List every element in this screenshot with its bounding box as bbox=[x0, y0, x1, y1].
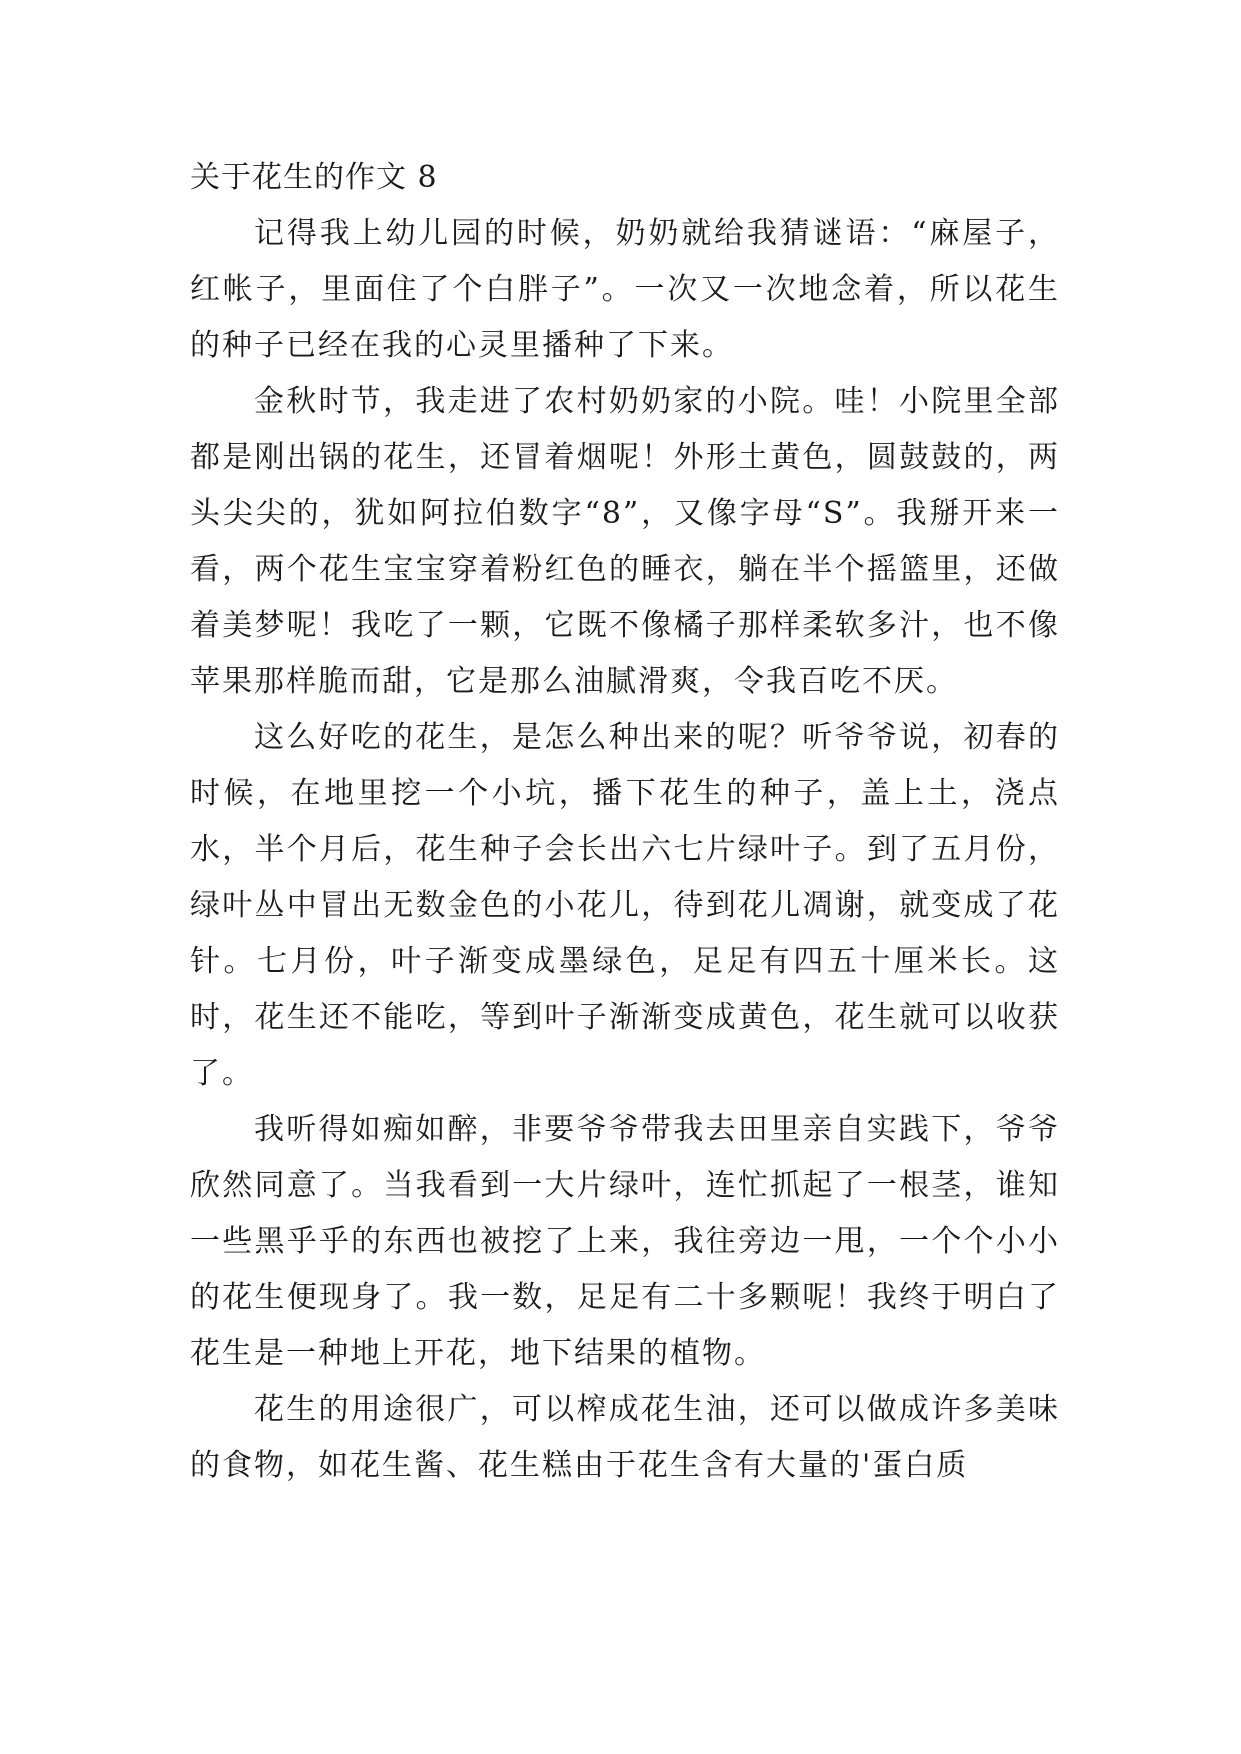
paragraph-1: 记得我上幼儿园的时候，奶奶就给我猜谜语：“麻屋子，红帐子，里面住了个白胖子”。一次又一次地念着，所以花生的种子已经在我的心灵里播种了下来。 bbox=[190, 216, 1060, 363]
paragraph-5: 花生的用途很广，可以榨成花生油，还可以做成许多美味的食物，如花生酱、花生糕由于花生含有大量的'蛋白质 bbox=[190, 1392, 1060, 1483]
document-page bbox=[190, 150, 1060, 1494]
paragraph-4: 我听得如痴如醉，非要爷爷带我去田里亲自实践下，爷爷欣然同意了。当我看到一大片绿叶，连忙抓起了一根茎，谁知一些黑乎乎的东西也被挖了上来，我往旁边一甩，一个个小小的花生便现身了。我一数，足足有二十多颗呢！我终于明白了花生是一种地上开花，地下结果的植物。 bbox=[190, 1112, 1060, 1371]
essay-title: 关于花生的作文 8 bbox=[190, 160, 438, 195]
paragraph-2: 金秋时节，我走进了农村奶奶家的小院。哇！小院里全部都是刚出锅的花生，还冒着烟呢！外形土黄色，圆鼓鼓的，两头尖尖的，犹如阿拉伯数字“8”，又像字母“S”。我掰开来一看，两个花生宝宝穿着粉红色的睡衣，躺在半个摇篮里，还做着美梦呢！我吃了一颗，它既不像橘子那样柔软多汁，也不像苹果那样脆而甜，它是那么油腻滑爽，令我百吃不厌。 bbox=[190, 384, 1060, 699]
paragraph-3: 这么好吃的花生，是怎么种出来的呢？听爷爷说，初春的时候，在地里挖一个小坑，播下花生的种子，盖上土，浇点水，半个月后，花生种子会长出六七片绿叶子。到了五月份，绿叶丛中冒出无数金色的小花儿，待到花儿凋谢，就变成了花针。七月份，叶子渐变成墨绿色，足足有四五十厘米长。这时，花生还不能吃，等到叶子渐渐变成黄色，花生就可以收获了。 bbox=[190, 720, 1060, 1091]
